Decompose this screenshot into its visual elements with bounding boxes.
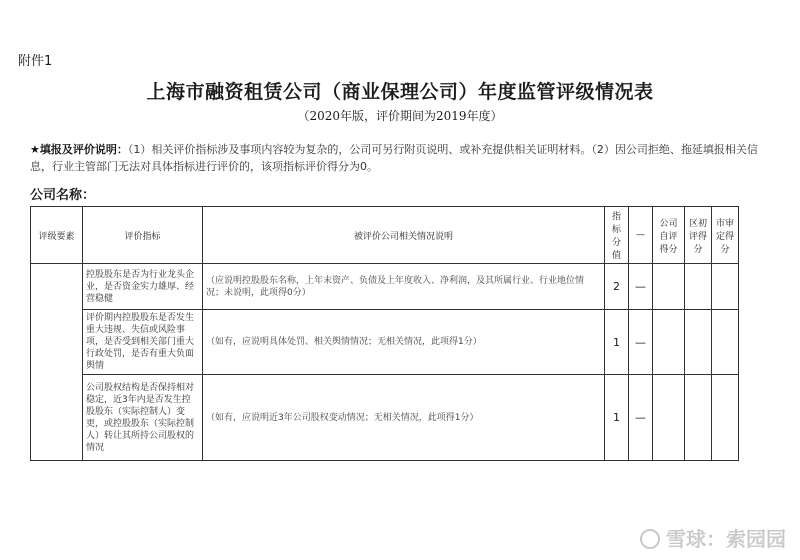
element-cell <box>31 264 83 461</box>
self-score-cell[interactable] <box>653 310 685 375</box>
table-row <box>31 375 739 461</box>
description-cell[interactable]: （如有，应说明近3年公司股权变动情况；无相关情况，此项得1分） <box>203 375 605 461</box>
header-self-score: 公司自评得分 <box>653 207 685 264</box>
table-row <box>31 264 739 310</box>
header-element: 评级要素 <box>31 207 83 264</box>
indicator-cell: 评价期内控股股东是否发生重大违规、失信或风险事项，是否受到相关部门重大行政处罚，是否有重大负面舆情 <box>83 310 203 375</box>
description-cell[interactable]: （如有，应说明具体处罚、相关舆情情况；无相关情况，此项得1分） <box>203 310 605 375</box>
indicator-cell: 控股股东是否为行业龙头企业，是否资金实力雄厚、经营稳健 <box>83 264 203 310</box>
self-score-cell[interactable] <box>653 375 685 461</box>
header-city-score: 市审定得分 <box>712 207 739 264</box>
attachment-label: 附件1 <box>18 54 53 69</box>
header-row <box>31 207 739 264</box>
description-cell[interactable]: （应说明控股股东名称，上年末资产、负债及上年度收入、净利润，及其所属行业、行业地位情况；未说明，此项得0分） <box>203 264 605 310</box>
instructions <box>30 141 770 175</box>
dash-cell: — <box>629 264 653 310</box>
header-indicator: 评价指标 <box>83 207 203 264</box>
self-score-cell[interactable] <box>653 264 685 310</box>
score-cell: 1 <box>605 310 629 375</box>
city-score-cell[interactable] <box>712 264 739 310</box>
snowball-logo-icon <box>640 529 660 549</box>
district-score-cell[interactable] <box>685 264 712 310</box>
rating-table <box>30 206 739 461</box>
watermark <box>640 523 786 552</box>
page-subtitle: （2020年版，评价期间为2019年度） <box>297 109 503 123</box>
district-score-cell[interactable] <box>685 375 712 461</box>
score-cell: 1 <box>605 375 629 461</box>
city-score-cell[interactable] <box>712 310 739 375</box>
instructions-lead: ★填报及评价说明： <box>30 143 128 156</box>
page-title: 上海市融资租赁公司（商业保理公司）年度监管评级情况表 <box>146 81 654 103</box>
header-score: 指标分值 <box>605 207 629 264</box>
table-row <box>31 310 739 375</box>
city-score-cell[interactable] <box>712 375 739 461</box>
district-score-cell[interactable] <box>685 310 712 375</box>
instructions-text: （1）相关评价指标涉及事项内容较为复杂的，公司可另行附页说明、或补充提供相关证明材料。（2）因公司拒绝、拖延填报相关信息，行业主管部门无法对具体指标进行评价的，该项指标评价得分为0。 <box>30 143 758 173</box>
header-description: 被评价公司相关情况说明 <box>203 207 605 264</box>
watermark-text: 雪球：索园园 <box>666 527 786 551</box>
company-name-label: 公司名称： <box>30 188 96 203</box>
indicator-cell: 公司股权结构是否保持相对稳定，近3年内是否发生控股股东（实际控制人）变更，或控股股东（实际控制人）转让其所持公司股权的情况 <box>83 375 203 461</box>
dash-cell: — <box>629 375 653 461</box>
header-district-score: 区初评得分 <box>685 207 712 264</box>
dash-cell: — <box>629 310 653 375</box>
score-cell: 2 <box>605 264 629 310</box>
header-dash: — <box>629 207 653 264</box>
